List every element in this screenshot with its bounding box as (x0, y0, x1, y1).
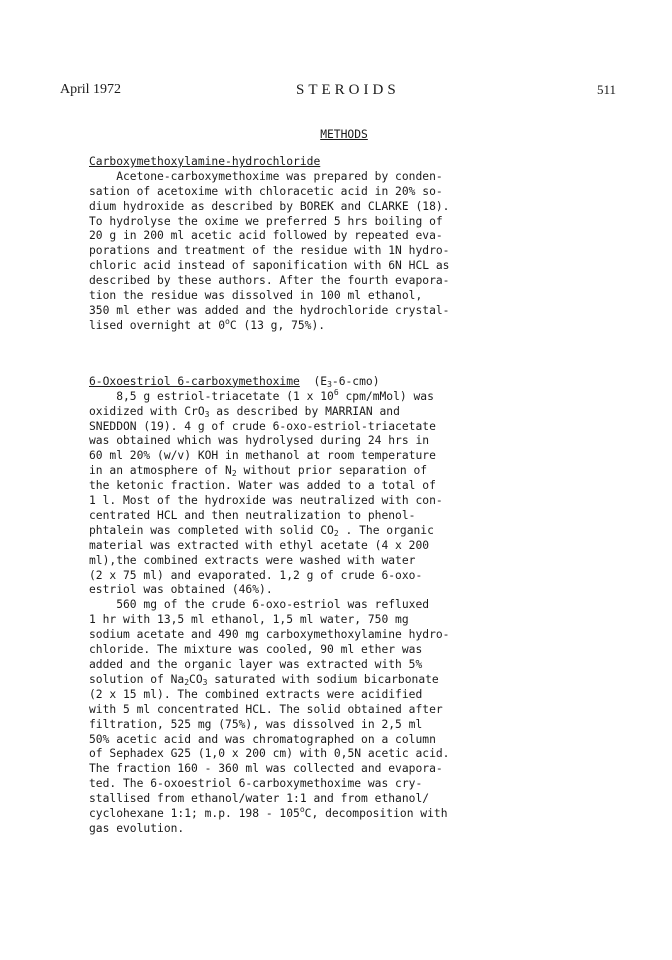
paragraph-line: porations and treatment of the residue with 1N hydro- (89, 244, 450, 258)
paragraph-line: tion the residue was dissolved in 100 ml ethanol, (89, 289, 423, 303)
paragraph-line: 1 l. Most of the hydroxide was neutralized with con- (89, 494, 443, 508)
paragraph-line: material was extracted with ethyl acetate (4 x 200 (89, 538, 430, 552)
paragraph-line: 8,5 g estriol-triacetate (1 x $10^6$ cpm/mMol) was (89, 387, 434, 403)
paragraph-line: 350 ml ether was added and the hydrochloride crystal- (89, 303, 450, 317)
paragraph-line: estriol was obtained (46%). (89, 583, 273, 597)
paragraph-line: in an atmosphere of $N_2$ without prior separation of (89, 464, 428, 479)
paragraph-line: chloric acid instead of saponification with 6N HCL as (89, 259, 450, 273)
paragraph-line: (2 x 75 ml) and evaporated. 1,2 g of crude 6-oxo- (89, 568, 423, 582)
paragraph-line: the ketonic fraction. Water was added to a total of (89, 479, 436, 493)
paragraph-line: was obtained which was hydrolysed during 24 hrs in (89, 434, 430, 448)
header-journal-name: STEROIDS (296, 82, 400, 98)
section-heading-oxoestriol: 6-Oxoestriol 6-carboxymethoxime $(E_3-6-cmo)$ (89, 374, 380, 389)
paragraph-line: cyclohexane 1:1; m.p. 198 - 105$^o$C, decomposition with (89, 805, 448, 821)
paragraph-line: chloride. The mixture was cooled, 90 ml ether was (89, 643, 423, 657)
section-heading-carboxymethoxylamine: Carboxymethoxylamine-hydrochloride (89, 154, 321, 168)
paragraph-line: 560 mg of the crude 6-oxo-estriol was refluxed (89, 598, 430, 612)
paragraph-line: sation of acetoxime with chloracetic acid in 20% so- (89, 184, 443, 198)
paragraph-line: The fraction 160 - 360 ml was collected and evapora- (89, 762, 443, 776)
paragraph-line: ml),the combined extracts were washed with water (89, 553, 416, 567)
paragraph-line: SNEDDON (19). 4 g of crude 6-oxo-estriol-triacetate (89, 419, 436, 433)
paragraph-line: with 5 ml concentrated HCL. The solid obtained after (89, 702, 443, 716)
paragraph-line: added and the organic layer was extracted with 5% (89, 658, 423, 671)
document-body (89, 128, 589, 837)
section-title: METHODS (320, 128, 368, 141)
paragraph-line: Acetone-carboxymethoxime was prepared by conden- (89, 169, 443, 183)
paragraph-line: sodium acetate and 490 mg carboxymethoxylamine hydro- (89, 628, 450, 642)
paragraph-line: oxidized with CrO$_3$ as described by MARRIAN and (89, 404, 400, 419)
paragraph-line: To hydrolyse the oxime we preferred 5 hrs boiling of (89, 214, 443, 228)
paragraph-line: lised overnight at 0$^o$C (13 g, 75%). (89, 316, 326, 332)
paragraph-line: described by these authors. After the fourth evapora- (89, 274, 450, 288)
paragraph-line: ted. The 6-oxoestriol 6-carboxymethoxime was cry- (89, 777, 423, 791)
paragraph-line: solution of $Na_2CO_3$ saturated with sodium bicarbonate (89, 672, 439, 687)
paragraph-line: (2 x 15 ml). The combined extracts were acidified (89, 687, 423, 701)
running-header (60, 82, 622, 104)
paragraph-line: gas evolution. (89, 821, 185, 835)
paragraph-line: 50% acetic acid and was chromatographed on a column (89, 732, 436, 746)
paragraph-line: of Sephadex G25 (1,0 x 200 cm) with 0,5N acetic acid. (89, 747, 450, 761)
paragraph-line: phtalein was completed with solid $CO_2$ . The organic (89, 523, 434, 538)
paragraph-line: dium hydroxide as described by BOREK and CLARKE (18). (89, 199, 450, 213)
paragraph-line: centrated HCL and then neutralization to phenol- (89, 508, 416, 522)
paragraph-line: 1 hr with 13,5 ml ethanol, 1,5 ml water, 750 mg (89, 613, 409, 627)
paragraph-line: 20 g in 200 ml acetic acid followed by repeated eva- (89, 229, 443, 243)
paragraph-line: stallised from ethanol/water 1:1 and from ethanol/ (89, 792, 430, 806)
header-date: April 1972 (60, 82, 122, 97)
header-page-number: 511 (596, 82, 616, 97)
paragraph-line: 60 ml 20% (w/v) KOH in methanol at room temperature (89, 449, 436, 463)
paragraph-line: filtration, 525 mg (75%), was dissolved in 2,5 ml (89, 717, 423, 731)
